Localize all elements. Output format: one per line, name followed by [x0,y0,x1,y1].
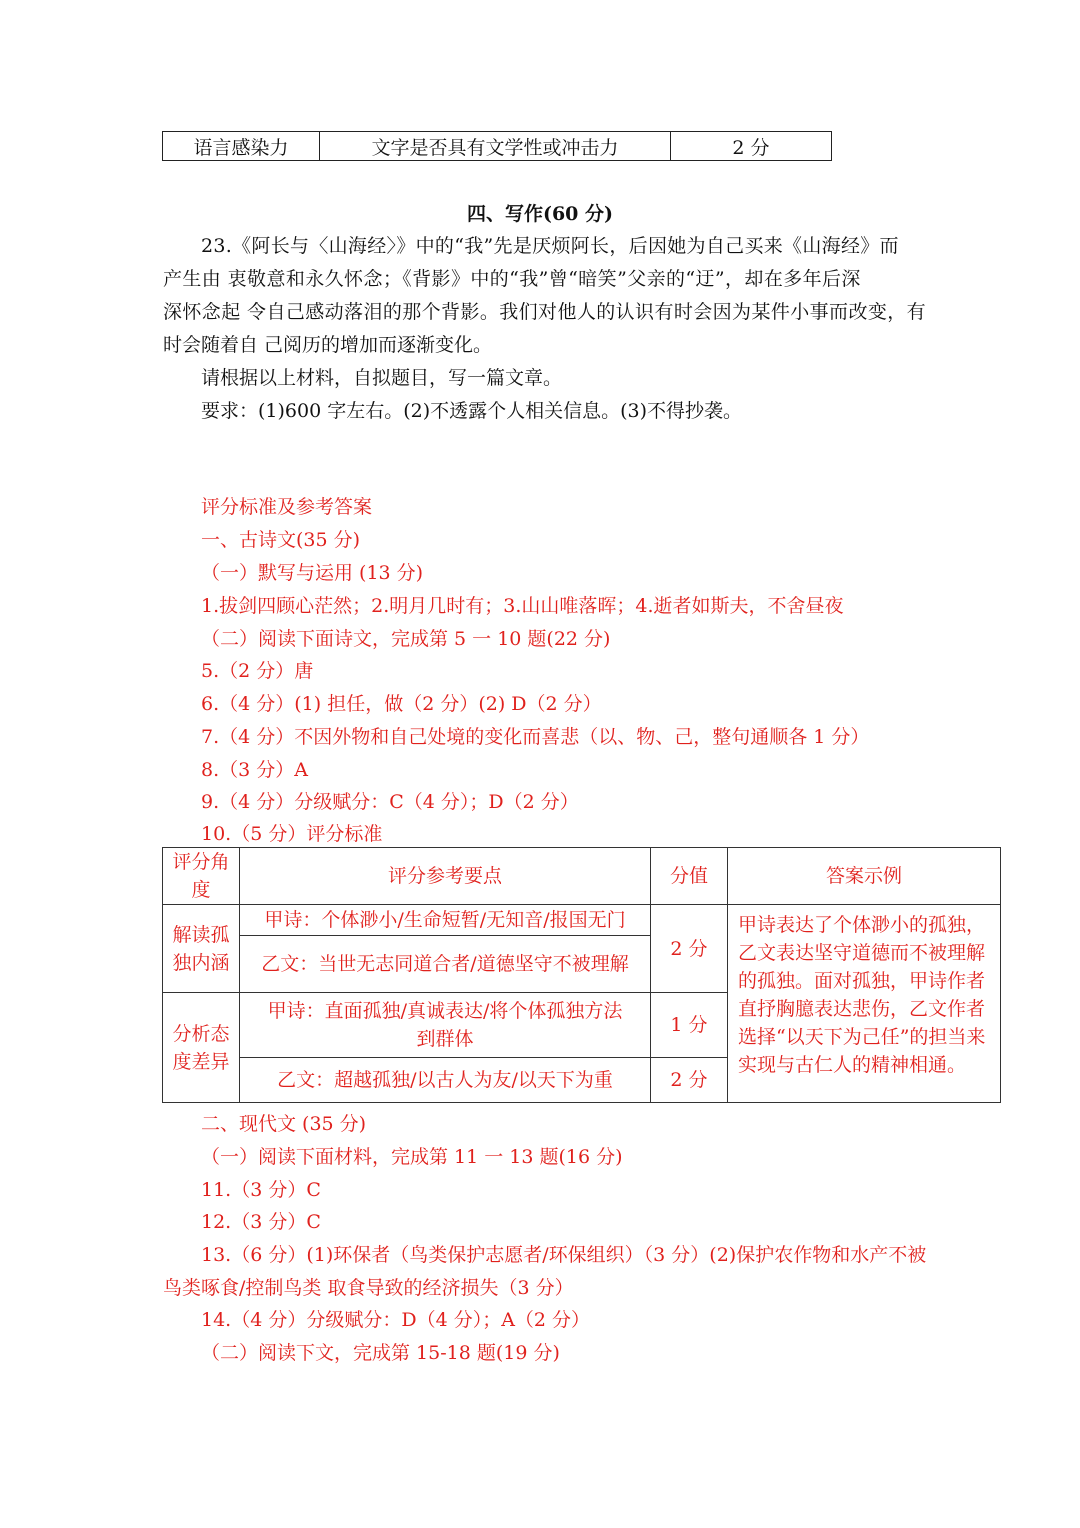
point-row-2: 乙文：当世无志同道合者/道德坚守不被理解 [240,936,651,993]
answers-title: 评分标准及参考答案 [201,496,373,518]
part1-heading: 一、古诗文(35 分) [201,529,361,551]
part2-heading: 二、现代文 (35 分) [201,1113,367,1135]
criteria-name: 语言感染力 [163,132,320,161]
answer-1-4: 1.拔剑四顾心茫然；2.明月几时有；3.山山唯落晖；4.逝者如斯夫，不舍昼夜 [201,595,844,617]
answer-8: 8.（3 分）A [201,759,308,781]
table-row [163,905,1001,936]
answer-5: 5.（2 分）唐 [201,660,314,682]
scoring-table [162,847,1001,1103]
q23-line-4: 时会随着自 己阅历的增加而逐渐变化。 [163,334,493,356]
q23-line-3: 深怀念起 令自己感动落泪的那个背影。我们对他人的认识有时会因为某件小事而改变，有 [163,301,927,323]
header-points-key: 评分参考要点 [240,848,651,905]
dimension-label-2: 分析态度差异 [163,993,240,1103]
answer-11: 11.（3 分）C [201,1179,321,1201]
answer-14: 14.（4 分）分级赋分：D（4 分）；A（2 分） [201,1309,591,1331]
point-row-3: 甲诗：直面孤独/真诚表达/将个体孤独方法到群体 [240,993,651,1058]
score-cell-2: 1 分 [651,993,728,1058]
answer-7: 7.（4 分）不因外物和自己处境的变化而喜悲（以、物、己，整句通顺各 1 分） [201,726,870,748]
table-row [163,132,832,161]
q23-line-2: 产生由 衷敬意和永久怀念；《背影》中的“我”曾“暗笑”父亲的“迂”，却在多年后深 [163,268,861,290]
point-row-4: 乙文：超越孤独/以古人为友/以天下为重 [240,1058,651,1103]
header-example: 答案示例 [728,848,1001,905]
answer-13-line-2: 鸟类啄食/控制鸟类 取食导致的经济损失（3 分） [163,1277,574,1299]
point-row-1: 甲诗：个体渺小/生命短暂/无知音/报国无门 [240,905,651,936]
answer-10: 10.（5 分）评分标准 [201,823,383,845]
criteria-description: 文字是否具有文学性或冲击力 [320,132,671,161]
part2-sub1: （一）阅读下面材料，完成第 11 一 13 题(16 分) [201,1146,623,1168]
criteria-table [162,131,832,161]
answer-12: 12.（3 分）C [201,1211,321,1233]
header-dimension: 评分角度 [163,848,240,905]
answer-9: 9.（4 分）分级赋分：C（4 分）；D（2 分） [201,791,579,813]
section-heading: 四、写作(60 分) [466,203,614,225]
criteria-score: 2 分 [671,132,832,161]
table-header-row [163,848,1001,905]
part2-sub2: （二）阅读下文，完成第 15-18 题(19 分) [201,1342,560,1364]
dimension-label-1: 解读孤独内涵 [163,905,240,993]
writing-requirements: 要求：(1)600 字左右。(2)不透露个人相关信息。(3)不得抄袭。 [201,400,743,422]
answer-6: 6.（4 分）(1) 担任，做（2 分）(2) D（2 分） [201,693,602,715]
example-answer: 甲诗表达了个体渺小的孤独，乙文表达坚守道德而不被理解的孤独。面对孤独，甲诗作者直抒胸臆表达悲伤，乙文作者选择“以天下为己任”的担当来实现与古仁人的精神相通。 [728,905,1001,1103]
score-cell-3: 2 分 [651,1058,728,1103]
header-score: 分值 [651,848,728,905]
part1-sub2: （二）阅读下面诗文，完成第 5 一 10 题(22 分) [201,628,611,650]
part1-sub1: （一）默写与运用 (13 分) [201,562,424,584]
answer-13-line-1: 13.（6 分）(1)环保者（鸟类保护志愿者/环保组织）（3 分）(2)保护农作物和水产不被 [201,1244,927,1266]
q23-line-1: 23.《阿长与〈山海经〉》中的“我”先是厌烦阿长，后因她为自己买来《山海经》而 [201,235,899,257]
score-cell-1: 2 分 [651,905,728,993]
writing-instruction: 请根据以上材料，自拟题目，写一篇文章。 [201,367,563,389]
